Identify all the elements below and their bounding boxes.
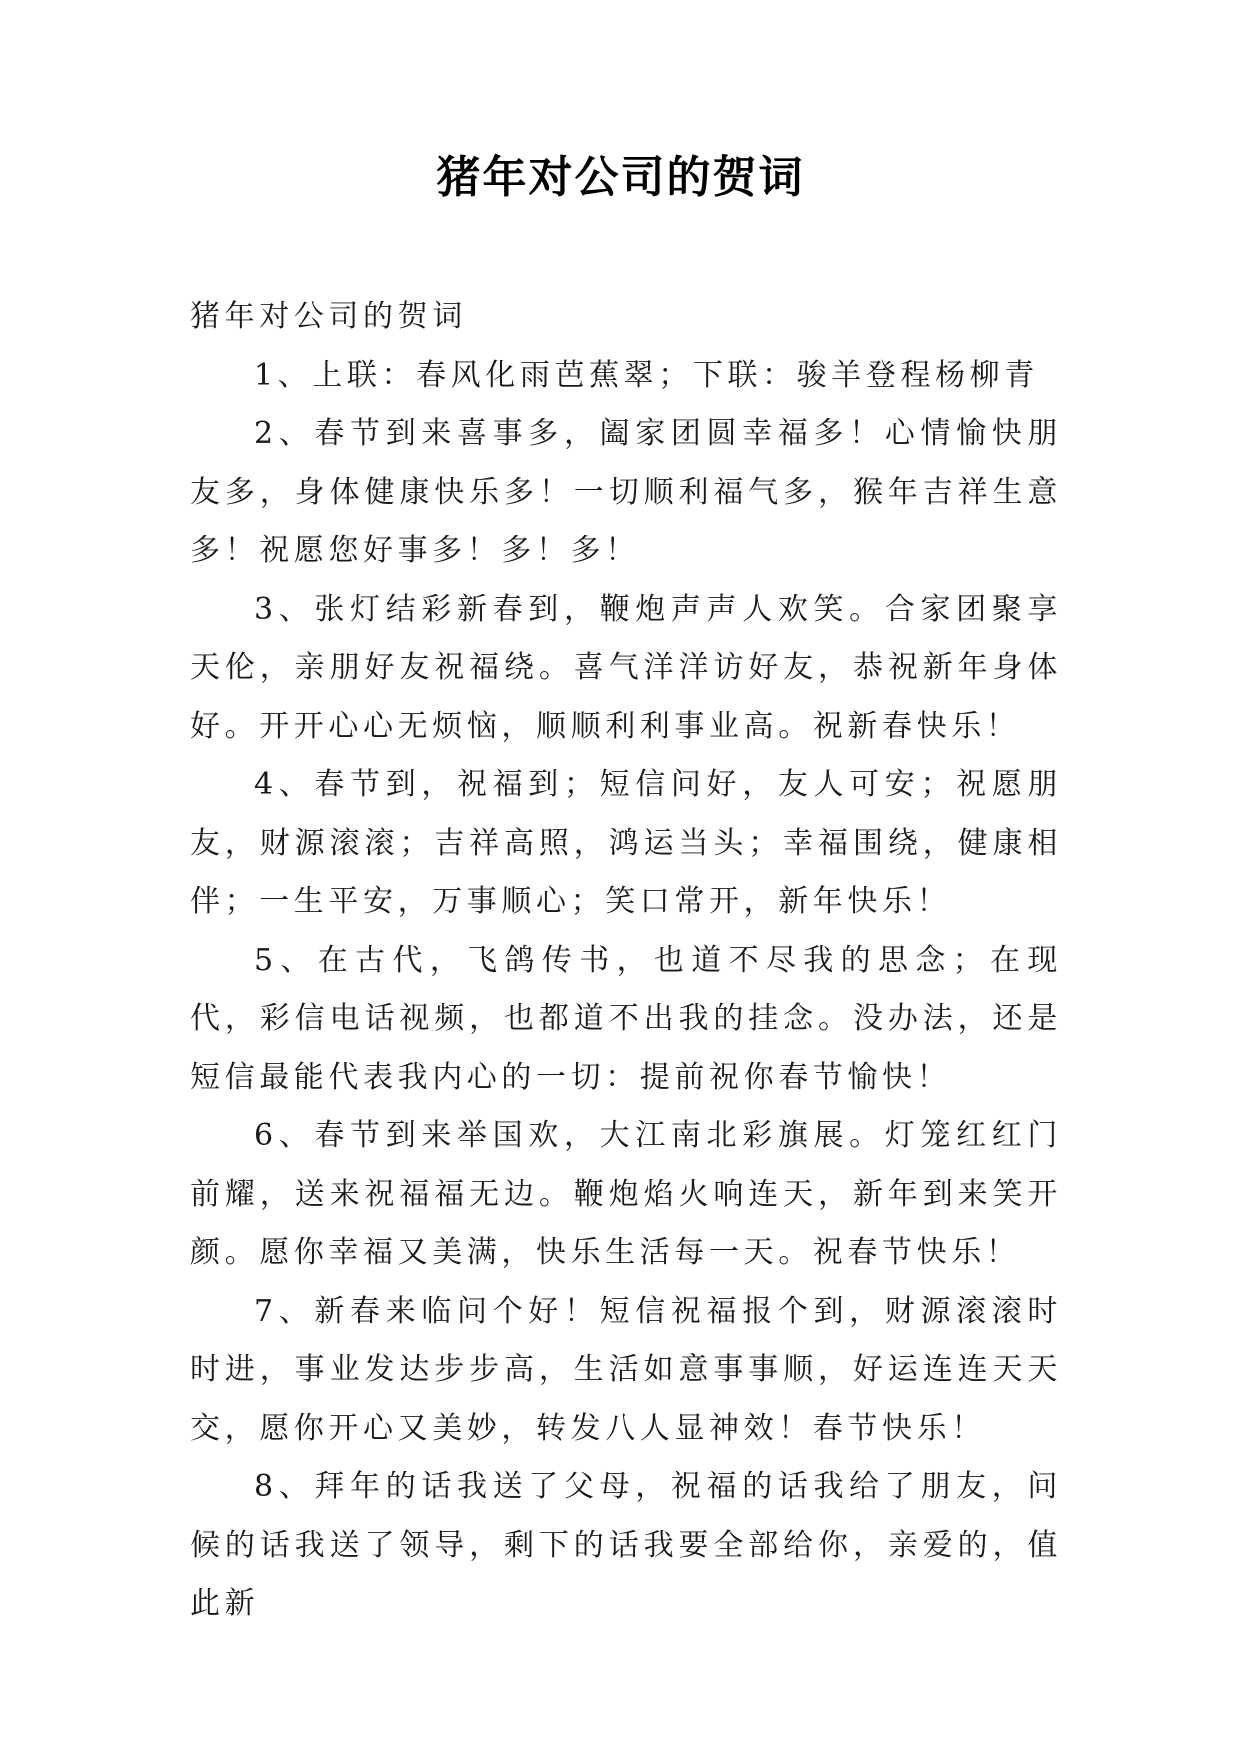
paragraph-4: 4、春节到，祝福到；短信问好，友人可安；祝愿朋友，财源滚滚；吉祥高照，鸿运当头；幸福围绕，健康相伴；一生平安，万事顺心；笑口常开，新年快乐！ <box>190 767 1062 919</box>
paragraph-7: 7、新春来临问个好！短信祝福报个到，财源滚滚时时进，事业发达步步高，生活如意事事顺，好运连连天天交，愿你开心又美妙，转发八人显神效！春节快乐！ <box>190 1293 1062 1446</box>
document-body <box>190 288 1062 1634</box>
paragraph-1: 1、上联：春风化雨芭蕉翠；下联：骏羊登程杨柳青 <box>254 357 1039 393</box>
paragraph-6: 6、春节到来举国欢，大江南北彩旗展。灯笼红红门前耀，送来祝福福无边。鞭炮焰火响连天，新年到来笑开颜。愿你幸福又美满，快乐生活每一天。祝春节快乐！ <box>190 1118 1062 1270</box>
paragraph-8: 8、拜年的话我送了父母，祝福的话我给了朋友，问候的话我送了领导，剩下的话我要全部给你，亲爱的，值此新 <box>190 1469 1062 1621</box>
paragraph-5: 5、在古代，飞鸽传书，也道不尽我的思念；在现代，彩信电话视频，也都道不出我的挂念。没办法，还是短信最能代表我内心的一切：提前祝你春节愉快！ <box>190 942 1062 1095</box>
paragraph-3: 3、张灯结彩新春到，鞭炮声声人欢笑。合家团聚享天伦，亲朋好友祝福绕。喜气洋洋访好友，恭祝新年身体好。开开心心无烦恼，顺顺利利事业高。祝新春快乐！ <box>190 591 1062 744</box>
document-title: 猪年对公司的贺词 <box>436 152 805 203</box>
intro-line: 猪年对公司的贺词 <box>190 299 467 334</box>
paragraph-2: 2、春节到来喜事多，阖家团圆幸福多！心情愉快朋友多，身体健康快乐多！一切顺利福气多，猴年吉祥生意多！祝愿您好事多！多！多！ <box>190 416 1062 568</box>
